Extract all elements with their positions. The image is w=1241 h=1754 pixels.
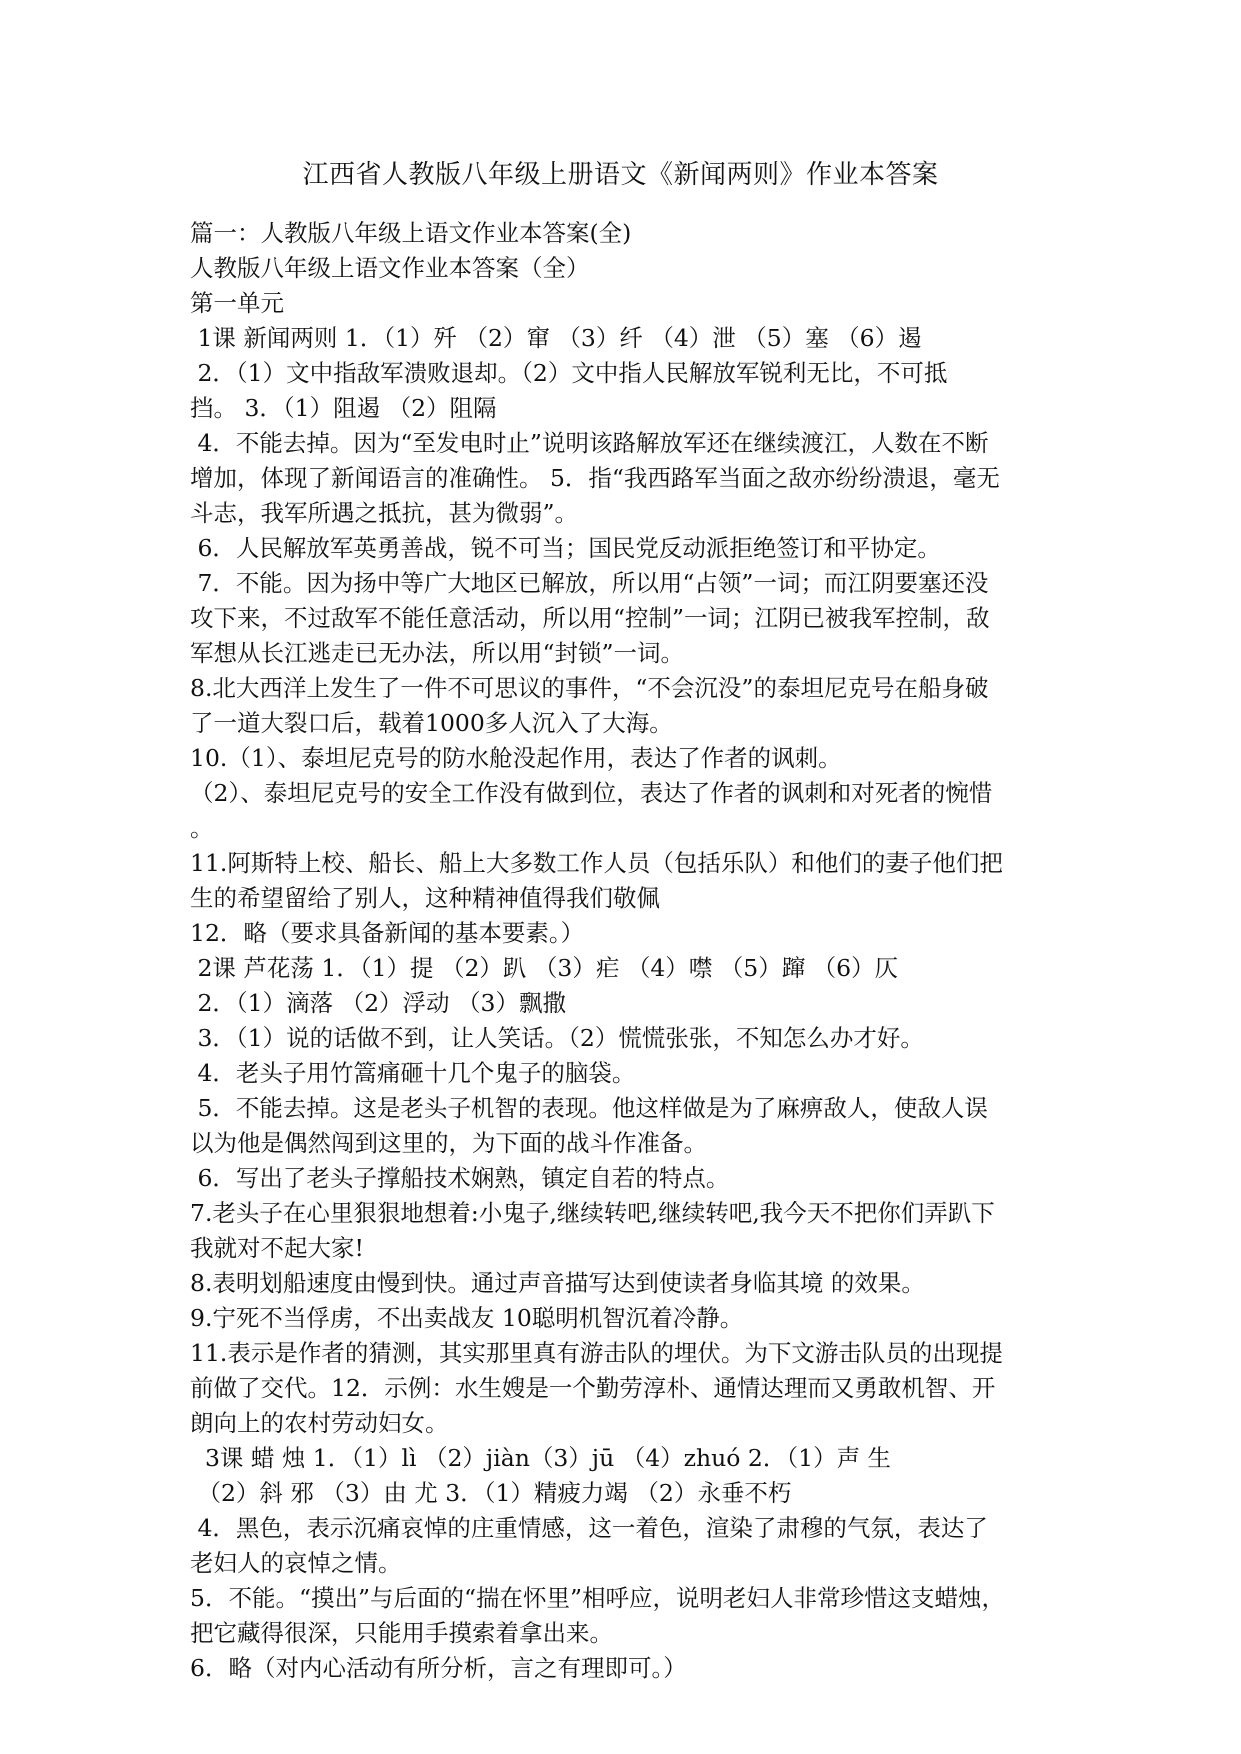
text-line: 增加，体现了新闻语言的准确性。 5．指“我西路军当面之敌亦纷纷溃退，毫无: [190, 464, 1000, 492]
text-line: 军想从长江逃走已无办法，所以用“封锁”一词。: [190, 639, 685, 667]
text-line: 3．（1）说的话做不到，让人笑话。（2）慌慌张张，不知怎么办才好。: [190, 1024, 924, 1052]
text-line: 。: [190, 814, 214, 842]
text-line: 12．略（要求具备新闻的基本要素。）: [190, 919, 585, 947]
text-line: 6．写出了老头子撑船技术娴熟，镇定自若的特点。: [190, 1164, 730, 1192]
text-line: 3课 蜡 烛 1．（1）lì （2）jiàn（3）jū （4）zhuó 2．（1）声 生: [190, 1444, 892, 1472]
text-line: 2课 芦花荡 1．（1）提 （2）趴 （3）疟 （4）噤 （5）蹿 （6）仄: [190, 954, 899, 982]
text-line: 老妇人的哀悼之情。: [190, 1549, 402, 1577]
text-line: 8.北大西洋上发生了一件不可思议的事件，“不会沉没”的泰坦尼克号在船身破: [190, 674, 989, 702]
text-line: 4．老头子用竹篙痛砸十几个鬼子的脑袋。: [190, 1059, 636, 1087]
text-line: 11.阿斯特上校、船长、船上大多数工作人员（包括乐队）和他们的妻子他们把: [190, 849, 1003, 877]
text-line: 7.老头子在心里狠狠地想着:小鬼子,继续转吧,继续转吧,我今天不把你们弄趴下: [190, 1199, 995, 1227]
text-line: 5．不能去掉。这是老头子机智的表现。他这样做是为了麻痹敌人，使敌人误: [190, 1094, 988, 1122]
text-line: 朗向上的农村劳动妇女。: [190, 1409, 449, 1437]
text-line: 前做了交代。12．示例：水生嫂是一个勤劳淳朴、通情达理而又勇敢机智、开: [190, 1374, 996, 1402]
text-line: 8.表明划船速度由慢到快。通过声音描写达到使读者身临其境 的效果。: [190, 1269, 925, 1297]
text-line: 以为他是偶然闯到这里的，为下面的战斗作准备。: [190, 1129, 707, 1157]
text-line: 了一道大裂口后，载着1000多人沉入了大海。: [190, 709, 673, 737]
text-line: 1课 新闻两则 1．（1）歼 （2）窜 （3）纤 （4）泄 （5）塞 （6）遏: [190, 324, 922, 352]
text-line: 6．人民解放军英勇善战，锐不可当；国民党反动派拒绝签订和平协定。: [190, 534, 941, 562]
text-line: 10.（1）、泰坦尼克号的防水舱没起作用，表达了作者的讽刺。: [190, 744, 842, 772]
text-line: 6．略（对内心活动有所分析，言之有理即可。）: [190, 1654, 687, 1682]
text-line: 11.表示是作者的猜测，其实那里真有游击队的埋伏。为下文游击队员的出现提: [190, 1339, 1003, 1367]
text-line: （2）、泰坦尼克号的安全工作没有做到位，表达了作者的讽刺和对死者的惋惜: [190, 779, 993, 807]
text-line: 4．黑色，表示沉痛哀悼的庄重情感，这一着色，渲染了肃穆的气氛，表达了: [190, 1514, 988, 1542]
text-line: 2．（1）滴落 （2）浮动 （3）飘撒: [190, 989, 566, 1017]
text-line: 9.宁死不当俘虏，不出卖战友 10聪明机智沉着冷静。: [190, 1304, 744, 1332]
text-line: 攻下来，不过敌军不能任意活动，所以用“控制”一词；江阴已被我军控制，敌: [190, 604, 990, 632]
document-body: [190, 216, 1070, 1686]
text-line: 5．不能。“摸出”与后面的“揣在怀里”相呼应，说明老妇人非常珍惜这支蜡烛，: [190, 1584, 1006, 1612]
text-line: 生的希望留给了别人，这种精神值得我们敬佩: [190, 884, 660, 912]
text-line: 我就对不起大家!: [190, 1234, 364, 1262]
text-line: 斗志，我军所遇之抵抗，甚为微弱”。: [190, 499, 579, 527]
text-line: 篇一：人教版八年级上语文作业本答案(全): [190, 219, 632, 247]
text-line: 第一单元: [190, 289, 284, 317]
text-line: 4．不能去掉。因为“至发电时止”说明该路解放军还在继续渡江，人数在不断: [190, 429, 989, 457]
text-line: （2）斜 邪 （3）由 尤 3．（1）精疲力竭 （2）永垂不朽: [190, 1479, 792, 1507]
text-line: 挡。 3．（1）阻遏 （2）阻隔: [190, 394, 497, 422]
text-line: 把它藏得很深，只能用手摸索着拿出来。: [190, 1619, 613, 1647]
text-line: 7．不能。因为扬中等广大地区已解放，所以用“占领”一词；而江阴要塞还没: [190, 569, 989, 597]
document-title: 江西省人教版八年级上册语文《新闻两则》作业本答案: [302, 160, 939, 190]
text-line: 人教版八年级上语文作业本答案（全）: [190, 254, 590, 282]
text-line: 2．（1）文中指敌军溃败退却。（2）文中指人民解放军锐利无比，不可抵: [190, 359, 948, 387]
